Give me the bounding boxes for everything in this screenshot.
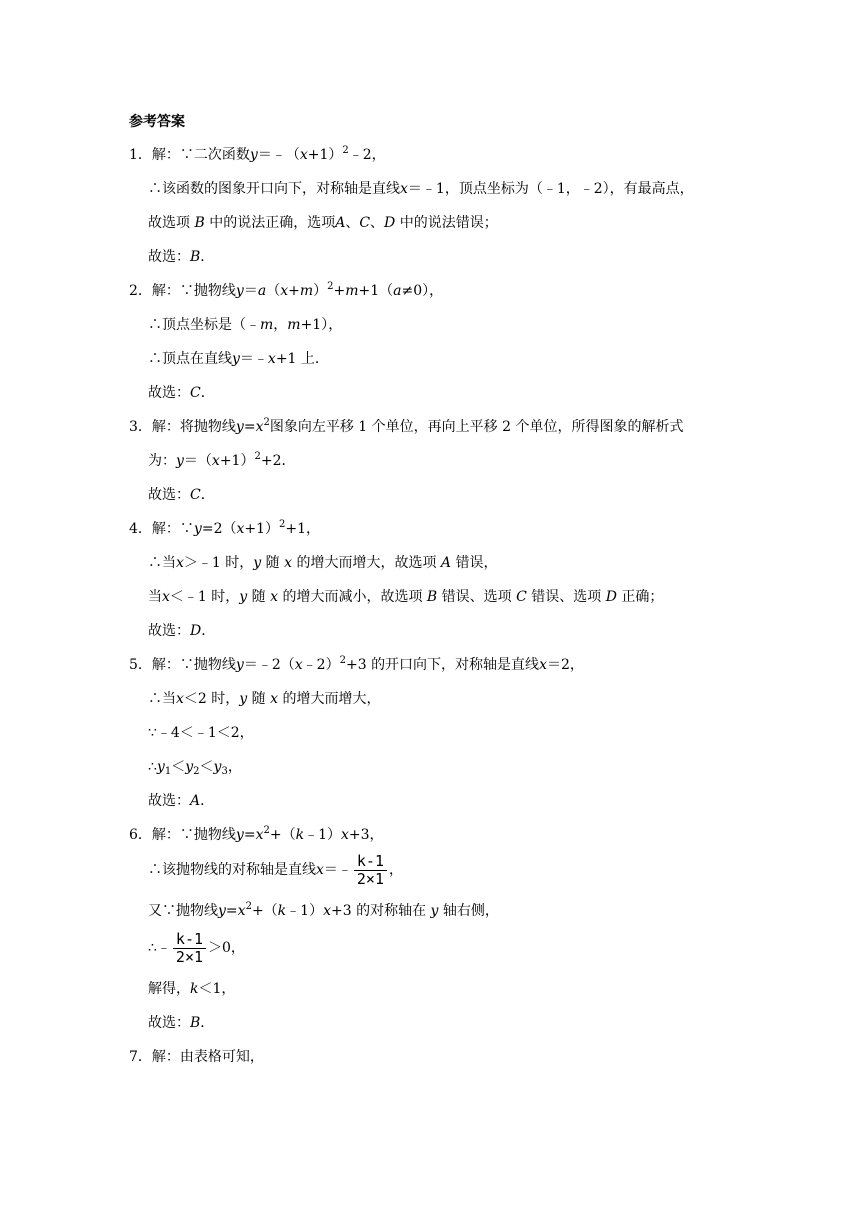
answer-6-line-1: 6．解：∵抛物线$y=x^2+(k﹣1)x+3$， [129,825,384,843]
answer-6-line-4: ∴﹣ $\frac{k-1}{2\times 1}$ ＞0， [148,929,245,966]
answer-2-line-4: 故选：C． [148,385,215,401]
section-heading: 参考答案 [129,114,185,130]
answer-5-line-3: ∵﹣4＜﹣1＜2， [148,725,254,741]
answer-5-line-2: ∴当x＜2 时，y 随 x 的增大而增大， [148,691,381,707]
answer-3-line-3: 故选：C． [148,487,215,503]
answer-5-line-5: 故选：A． [148,793,215,809]
answer-3-line-1: 3．解：将抛物线$y=x^2$图象向左平移 1 个单位，再向上平移 2 个单位，所得图象的解析式 [129,417,684,435]
answer-1-line-1: 1．解：∵二次函数$y=﹣(x+1)^2﹣2$， [129,145,386,163]
answer-4-line-3: 当x＜﹣1 时，y 随 x 的增大而减小，故选项 B 错误、选项 C 错误、选项 D 正确； [148,589,664,605]
answer-5-line-4: $\therefore y_1<y_2<y_3$， [148,759,242,777]
answer-6-line-5: 解得，k＜1， [148,981,236,997]
answer-4-line-4: 故选：D． [148,623,216,639]
answer-7-line-1: 7．解：由表格可知， [129,1049,264,1065]
answer-5-line-1: 5．解：∵抛物线y＝﹣2（x﹣2）$^2$+3 的开口向下，对称轴是直线x＝2， [129,655,584,673]
answer-3-line-2: 为：$y=(x+1)^2+2$． [148,451,296,469]
answer-6-line-6: 故选：B． [148,1015,215,1031]
answer-1-line-2: ∴该函数的图象开口向下，对称轴是直线x＝﹣1，顶点坐标为（﹣1，﹣2），有最高点， [148,181,694,197]
answer-2-line-2: ∴顶点坐标是（﹣m，m+1）， [148,317,343,333]
answer-1-line-3: 故选项 B 中的说法正确，选项A、C、D 中的说法错误； [148,215,498,231]
fraction: $\frac{k-1}{2\times 1}$ [354,853,387,888]
answer-4-line-2: ∴当x＞﹣1 时，y 随 x 的增大而增大，故选项 A 错误， [148,555,498,571]
fraction: $\frac{k-1}{2\times 1}$ [173,931,206,966]
answer-4-line-1: 4．解：$\because y=2(x+1)^2+1$， [129,519,321,537]
answer-2-line-3: ∴顶点在直线y＝﹣x+1 上． [148,351,329,367]
answer-1-line-4: 故选：B． [148,249,215,265]
answer-6-line-3: 又∵抛物线$y=x^2+(k﹣1)x+3$ 的对称轴在 y 轴右侧， [148,901,499,919]
answer-2-line-1: 2．解：∵抛物线$y=a(x+m)^2+m+1(a\ne 0)$， [129,281,444,299]
answer-6-line-2: ∴该抛物线的对称轴是直线x＝﹣ $\frac{k-1}{2\times 1}$ ， [148,851,403,888]
